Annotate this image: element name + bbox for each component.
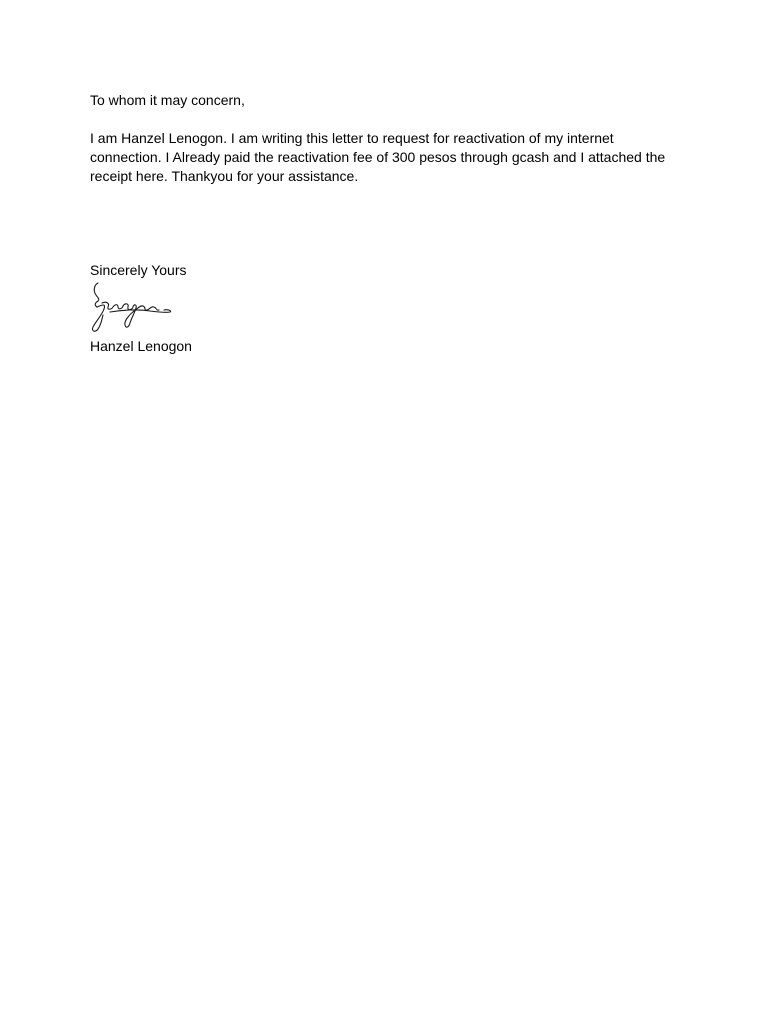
body-paragraph: I am Hanzel Lenogon. I am writing this letter to request for reactivation of my internet connection. I Already paid the reactivation fee of 300 pesos through gcash and I attached the receipt here. Thankyou for your assistance. (90, 130, 666, 184)
signer-name: Hanzel Lenogon (90, 338, 192, 354)
handwritten-signature-icon (88, 281, 174, 335)
closing-line: Sincerely Yours (90, 262, 187, 278)
letter-body (90, 91, 670, 186)
salutation: To whom it may concern, (90, 92, 245, 108)
